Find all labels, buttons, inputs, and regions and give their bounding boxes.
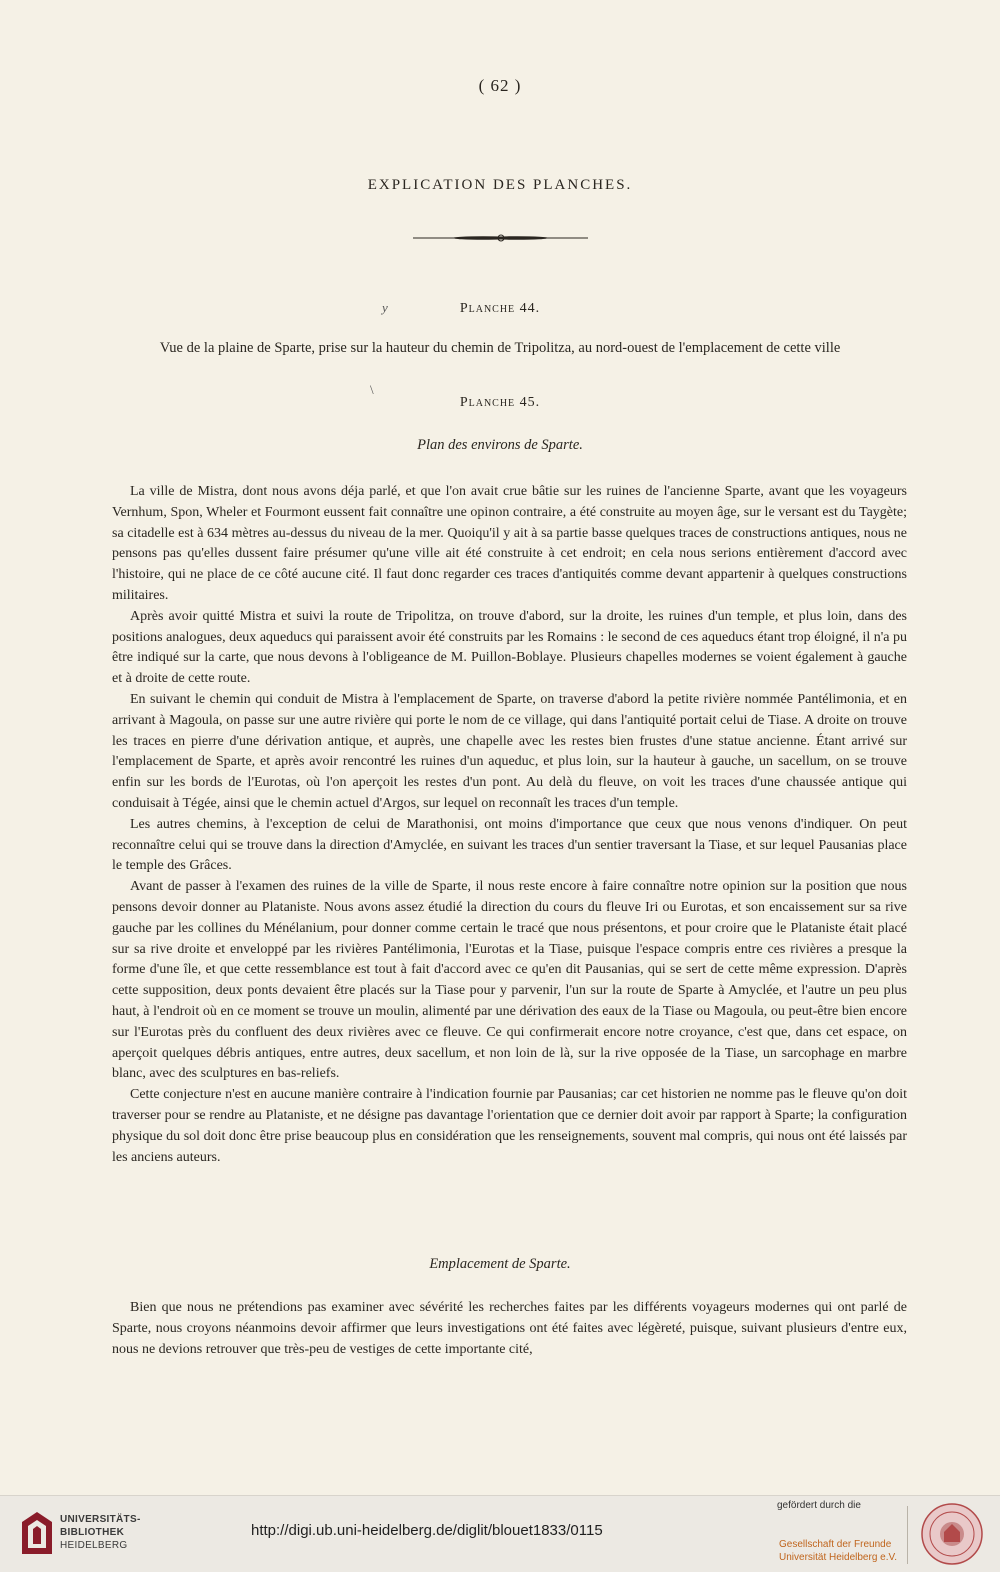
sponsor-name[interactable] xyxy=(779,1538,897,1564)
sponsor-name-line-1: Gesellschaft der Freunde xyxy=(779,1539,892,1550)
backslash-mark: \ xyxy=(370,382,374,397)
viewer-footer xyxy=(0,1495,1000,1572)
library-name-line-2: BIBLIOTHEK xyxy=(60,1527,125,1538)
emplacement-paragraph-1: Bien que nous ne prétendions pas examiner avec sévérité les recherches faites par les différents voyageurs modernes qui ont parlé de Sparte, nous croyons néanmoins devoir affirmer que leurs investigations ont été faites avec légèreté, puisque, suivant plusieurs d'entre eux, nous ne devions retrouver que très-peu de vestiges de cette importante cité, xyxy=(112,1300,907,1357)
library-name-line-3: HEIDELBERG xyxy=(60,1540,128,1551)
paragraph-5: Avant de passer à l'examen des ruines de la ville de Sparte, il nous reste encore à faire connaître notre opinion sur la position que nous pensons devoir donner au Plataniste. Nous avons assez étudié la direction du cours du fleuve Iri ou Eurotas, et son encaissement sur sa rive gauche par les collines du Ménélanium, pour donner comme certain le tracé que nous présentons, et pour croire que le Plataniste était placé sur sa rive droite et enveloppé par les rivières Pantélimonia, l'Eurotas et la Tiase, puisque l'espace compris entre ces rivières a presque la forme d'une île, et que cette ressemblance est tout à fait d'accord avec ce qu'en dit Pausanias, qui se sert de cette même expression. D'après cette supposition, deux ponts devaient être placés sur la Tiase pour y parvenir, l'un sur la route de Sparte à Amyclée, et l'autre un peu plus haut, à l'endroit où en ce moment se trouve un moulin, alimenté par une dérivation des eaux de la Tiase ou Magoula, ou peut-être bien encore sur l'Eurotas près du confluent des deux rivières avec ce fleuve. Ce qui confirmerait encore notre croyance, c'est que, dans cet espace, on aperçoit quelques débris antiques, entre autres, deux sacellum, et non loin de là, sur la rive opposée de la Tiase, un sarcophage en marbre blanc, avec des sculptures en bas-reliefs. xyxy=(112,879,907,1082)
library-name[interactable] xyxy=(60,1513,141,1552)
ornamental-rule xyxy=(413,233,588,243)
page-number: ( 62 ) xyxy=(478,76,522,95)
paragraph-3: En suivant le chemin qui conduit de Mistra à l'emplacement de Sparte, on traverse d'abord la petite rivière nommée Pantélimonia, et en arrivant à Magoula, on passe sur une autre rivière qui porte le nom de ce village, qui dans l'antiquité portait celui de Tiase. A droite on trouve les traces en pierre d'une dérivation antique, et auprès, une chapelle avec les restes bien frustes d'une statue ancienne. Étant arrivé sur l'emplacement de Sparte, et après avoir rencontré les ruines d'un aqueduc, et plus loin, sur la hauteur à gauche, un sacellum, on se trouve enfin sur les bords de l'Eurotas, où l'on aperçoit les restes d'un pont. Au delà du fleuve, on voit les traces d'une chaussée antique qui conduisait à Tégée, ainsi que le chemin actuel d'Argos, sur lequel on reconnaît les traces d'un temple. xyxy=(112,691,907,811)
planche-44-heading: Planche 44. xyxy=(459,301,541,316)
emplacement-body xyxy=(112,1298,907,1360)
library-name-line-1: UNIVERSITÄTS- xyxy=(60,1514,141,1525)
planche-45-body xyxy=(112,482,907,1168)
pencil-mark: y xyxy=(382,300,388,315)
university-seal-icon xyxy=(918,1502,986,1566)
permalink-url[interactable]: http://digi.ub.uni-heidelberg.de/diglit/blouet1833/0115 xyxy=(251,1522,603,1539)
paragraph-2: Après avoir quitté Mistra et suivi la route de Tripolitza, on trouve d'abord, sur la droite, les ruines d'un temple, et plus loin, dans des positions analogues, deux aqueducs qui paraissent avoir été construits par les Romains : le second de ces aqueducs étant trop éloigné, il n'a pu être indiqué sur la carte, que nous devons à l'obligeance de M. Puillon-Boblaye. Plusieurs chapelles modernes se voient également à gauche et à droite de cette route. xyxy=(112,608,907,687)
planche-45-subtitle: Plan des environs de Sparte. xyxy=(417,437,583,453)
planche-44-description: Vue de la plaine de Sparte, prise sur la hauteur du chemin de Tripolitza, au nord-ouest de l'emplacement de cette ville xyxy=(159,340,841,356)
paragraph-4: Les autres chemins, à l'exception de celui de Marathonisi, ont moins d'importance que ceux que nous venons d'indiquer. On peut reconnaître celui qui se trouve dans la direction d'Amyclée, en suivant les traces d'un sentier traversant la Tiase, et sur lequel Pausanias place le temple des Grâces. xyxy=(112,816,907,874)
sponsor-name-line-2: Universität Heidelberg e.V. xyxy=(779,1552,898,1563)
library-logo-icon[interactable] xyxy=(20,1510,54,1556)
sponsor-label: gefördert durch die xyxy=(777,1500,861,1511)
paragraph-6: Cette conjecture n'est en aucune manière contraire à l'indication fournie par Pausanias; car cet historien ne nomme pas le fleuve qu'on doit traverser pour se rendre au Plataniste, et ne désigne pas davantage l'orientation que ce dernier doit avoir par rapport à Sparte; la configuration physique du sol doit donc être prise beaucoup plus en considération que les renseignements, souvent mal compris, qui nous ont été laissés par les anciens auteurs. xyxy=(112,1087,907,1165)
page-title: EXPLICATION DES PLANCHES. xyxy=(367,177,633,193)
sponsor-divider xyxy=(907,1506,908,1564)
paragraph-1: La ville de Mistra, dont nous avons déja parlé, et que l'on avait crue bâtie sur les ruines de l'ancienne Sparte, avant que les voyageurs Vernhum, Spon, Wheler et Fourmont eussent fait connaître une opinon contraire, a été construite au moyen âge, sur le versant est du Taygète; sa citadelle est à 634 mètres au-dessus du niveau de la mer. Quoiqu'il y ait à sa partie basse quelques traces de constructions antiques, nous ne pensons pas qu'elles dussent faire présumer qu'une ville ait été construite à cet endroit; en cela nous serions entièrement d'accord avec l'histoire, qui ne place de ce côté aucune cité. Il faut donc regarder ces traces d'antiquités comme devant appartenir à quelques constructions militaires. xyxy=(112,484,907,603)
planche-45-heading: Planche 45. xyxy=(459,395,541,410)
emplacement-subtitle: Emplacement de Sparte. xyxy=(429,1256,571,1272)
